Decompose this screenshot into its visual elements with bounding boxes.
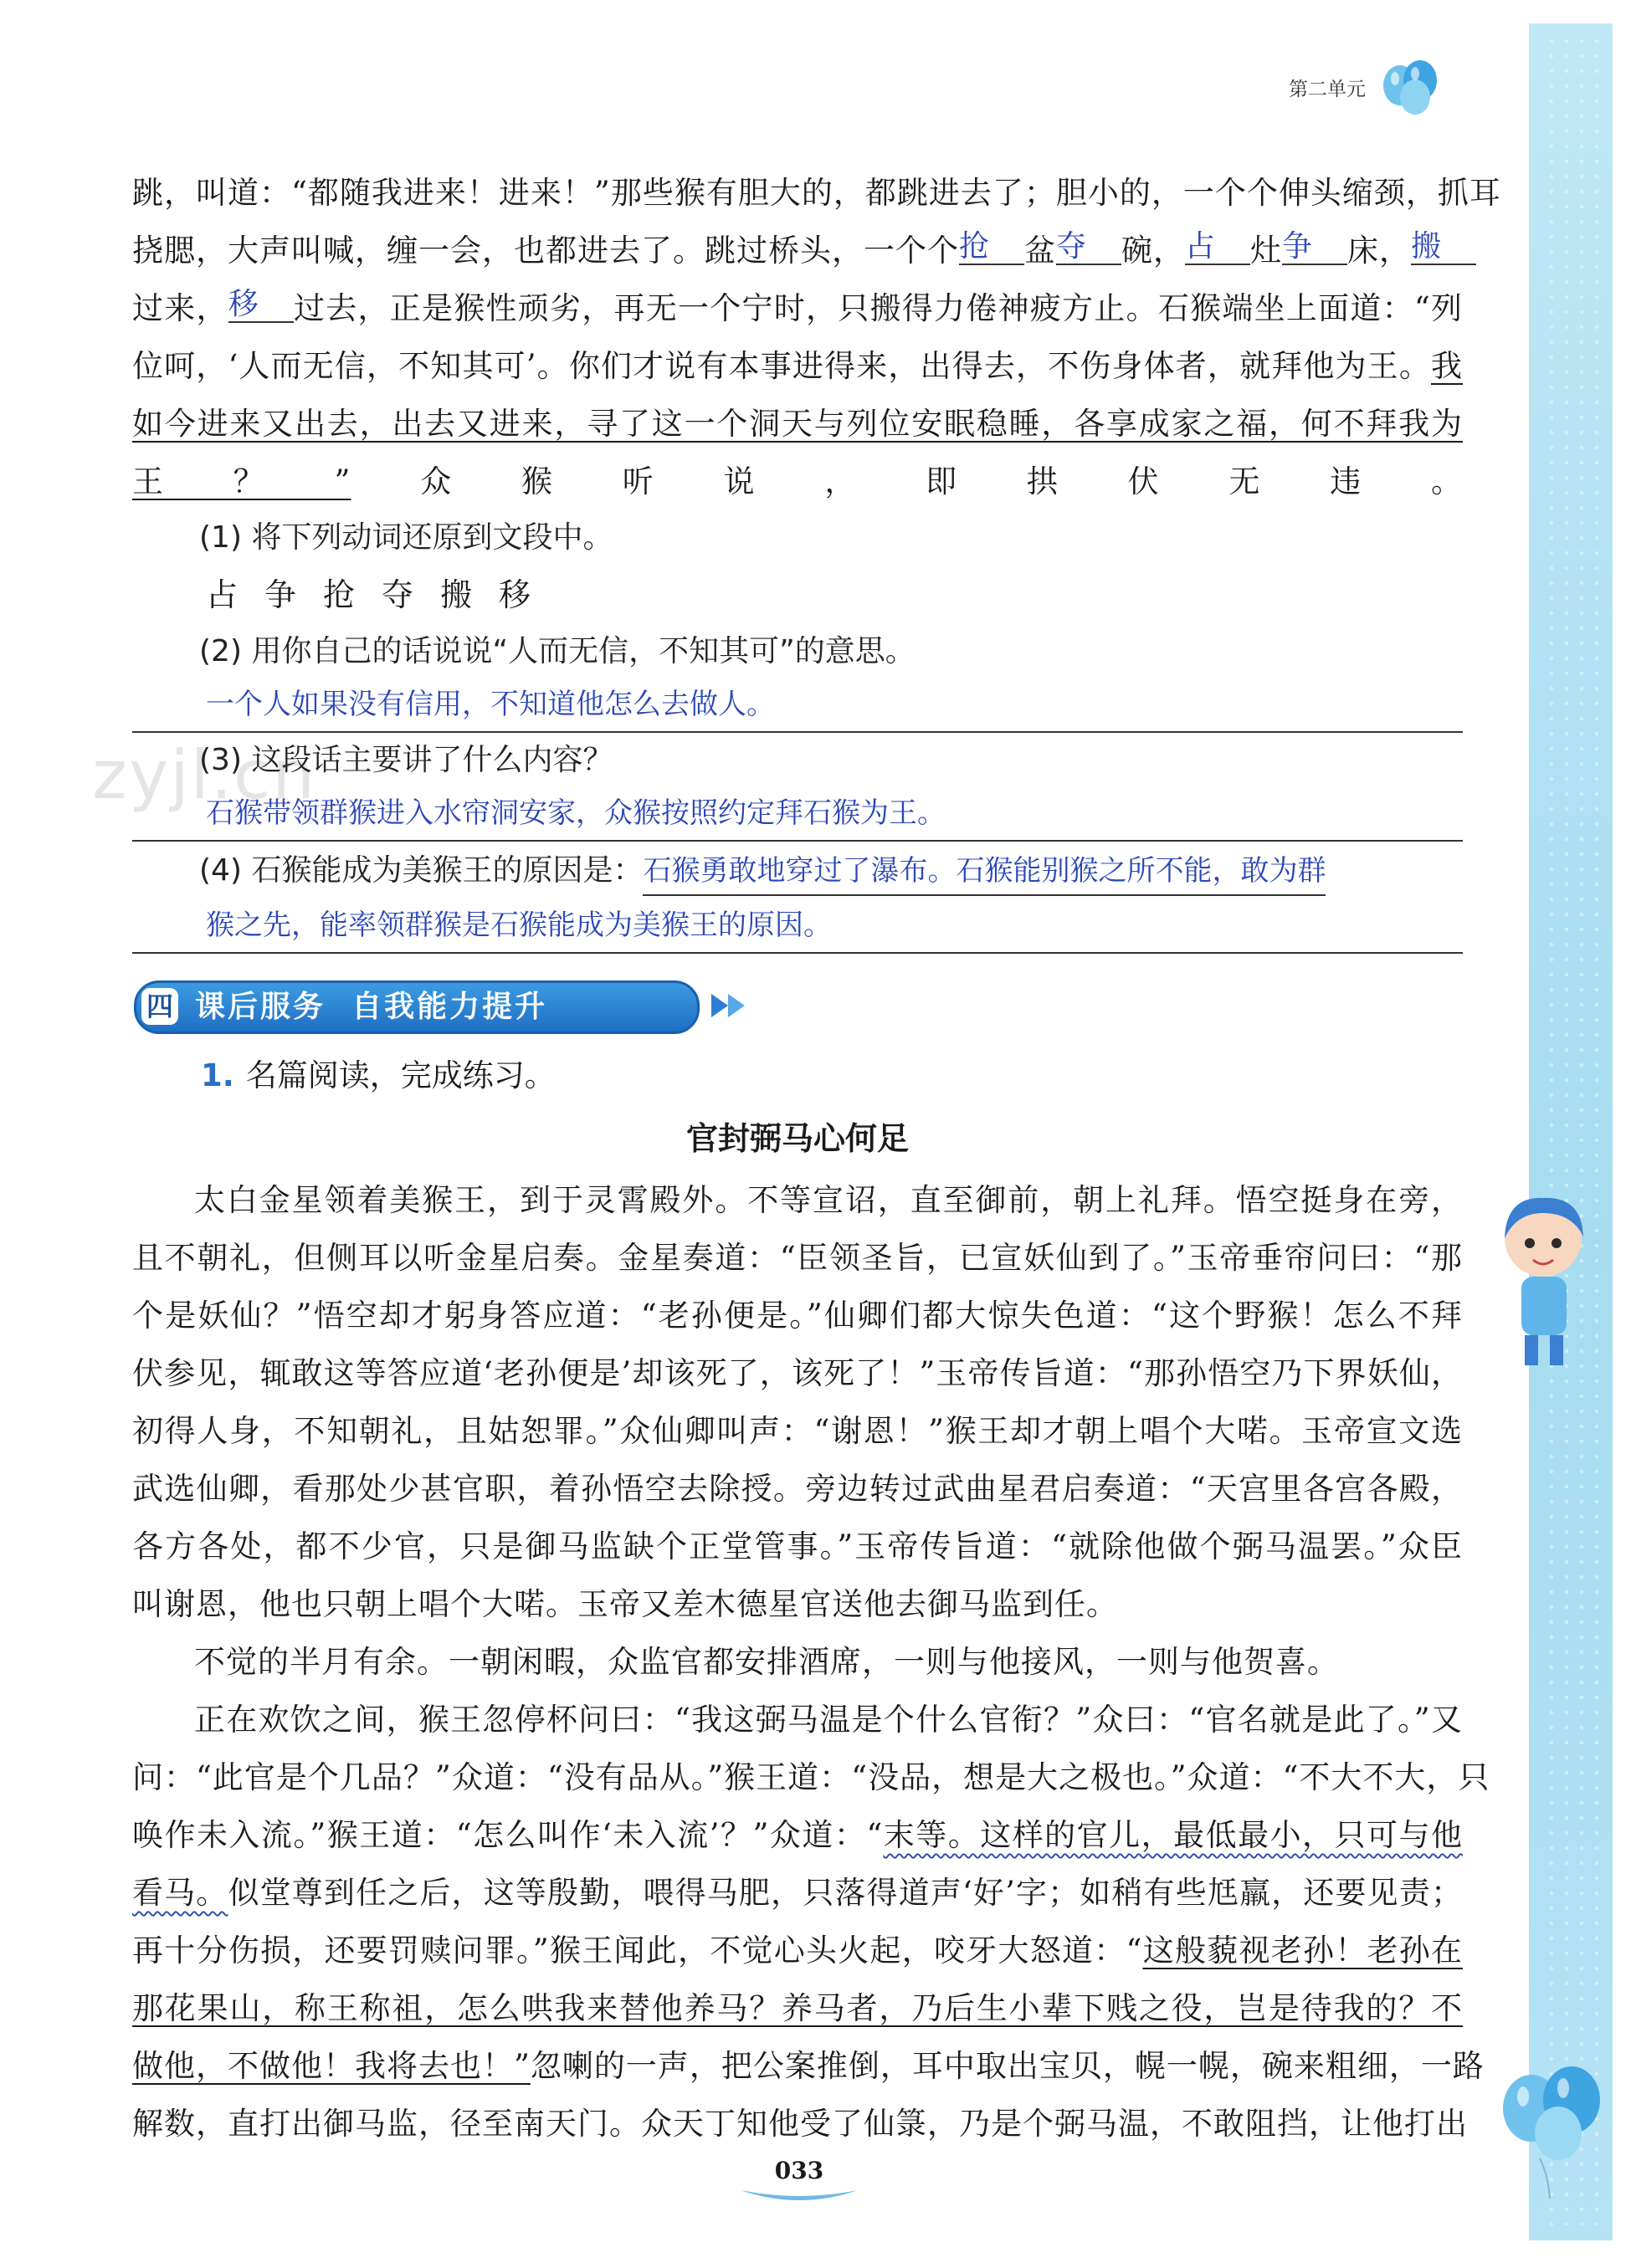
answer-4-line-2: 猴之先，能率领群猴是石猴能成为美猴王的原因。	[132, 900, 1463, 954]
text-segment: 初得人身，不知朝礼，且姑恕罪。”众仙卿叫声：“谢恩！”猴王却才朝上唱个大喏。玉帝宣文选	[132, 1413, 1463, 1449]
text-line	[132, 1460, 1463, 1518]
text-line	[132, 1864, 1463, 1922]
fill-blank: 夺	[1056, 228, 1121, 265]
watermark: zyjl.cn	[92, 736, 316, 814]
answer-3: 石猴带领群猴进入水帘洞安家，众猴按照约定拜石猴为王。	[132, 788, 1463, 842]
text-segment: 忽喇的一声，把公案推倒，耳中取出宝贝，幌一幌，碗来粗细，一路	[530, 2048, 1485, 2084]
question-3: (3) 这段话主要讲了什么内容？	[199, 743, 613, 777]
wavy-underlined-text: 看马。	[132, 1875, 228, 1911]
text-segment: 众猴听说，即拱伏无违。	[351, 463, 1463, 499]
fill-blank: 抢	[959, 228, 1024, 265]
section-banner	[134, 969, 1463, 1046]
text-line	[132, 1171, 1463, 1229]
text-segment: 解数，直打出御马监，径至南天门。众天丁知他受了仙箓，乃是个弼马温，不敢阻挡，让他打出	[132, 2106, 1468, 2142]
unit-label: 第二单元	[1289, 79, 1366, 100]
text-line	[132, 164, 1501, 222]
text-segment: 过来，	[132, 290, 228, 326]
passage-title: 官封弼马心何足	[685, 1120, 909, 1157]
text-segment: 问：“此官是个几品？”众道：“没有品从。”猴王道：“没品，想是大之极也。”众道：“不大不大，只	[132, 1759, 1490, 1795]
text-segment: 再十分伤损，还要罚赎问罪。”猴王闻此，不觉心头火起，咬牙大怒道：“	[132, 1933, 1143, 1969]
section-number: 四	[141, 988, 178, 1025]
text-segment: 灶	[1250, 233, 1282, 269]
text-line	[132, 1344, 1463, 1402]
text-segment: 各方各处，都不少官，只是御马监缺个正堂管事。”玉帝传旨道：“就除他做个弼马温罢。”众臣	[132, 1528, 1463, 1564]
text-line	[132, 1518, 1463, 1575]
balloon-icon	[1377, 55, 1445, 124]
fill-blank: 争	[1282, 228, 1347, 265]
text-line	[132, 1229, 1463, 1287]
task-text: 名篇阅读，完成练习。	[245, 1057, 556, 1093]
text-line	[132, 222, 1463, 279]
text-segment: 过去，正是猴性顽劣，再无一个宁时，只搬得力倦神疲方止。石猴端坐上面道：“列	[293, 290, 1464, 326]
passage-1	[132, 164, 1501, 510]
text-line	[132, 453, 1463, 510]
section-title: 课后服务 自我能力提升	[195, 990, 548, 1024]
answer-4-line-1: 石猴勇敢地穿过了瀑布。石猴能别猴之所不能，敢为群	[643, 847, 1326, 896]
word-bank: 占争抢夺搬移	[206, 576, 558, 613]
text-line	[132, 1922, 1463, 1979]
text-segment: 且不朝礼，但侧耳以听金星启奏。金星奏道：“臣领圣旨，已宣妖仙到了。”玉帝垂帘问曰：“那	[132, 1240, 1463, 1276]
text-line	[132, 395, 1463, 453]
text-segment: 盆	[1024, 233, 1056, 269]
text-line	[132, 1748, 1490, 1806]
sidebar-dot-pattern	[1544, 33, 1603, 2225]
underlined-text: 这般藐视老孙！老孙在	[1142, 1933, 1463, 1969]
text-line	[132, 1402, 1463, 1460]
cartoon-girl-icon	[1491, 1188, 1600, 1380]
underlined-text: 做他，不做他！我将去也！”	[132, 2048, 531, 2084]
text-segment: 伏参见，辄敢这等答应道‘老孙便是’却该死了，该死了！”玉帝传旨道：“那孙悟空乃下界妖仙，	[132, 1355, 1463, 1391]
question-4	[132, 842, 1463, 900]
text-line	[132, 1979, 1463, 2037]
question-2: (2) 用你自己的话说说“人而无信，不知其可”的意思。	[199, 634, 916, 668]
underlined-text: 那花果山，称王称祖，怎么哄我来替他养马？养马者，乃后生小辈下贱之役，岂是待我的？不	[132, 1990, 1463, 2026]
question-1: (1) 将下列动词还原到文段中。	[199, 520, 613, 555]
text-line	[132, 1691, 1463, 1748]
text-line	[132, 1575, 1463, 1633]
text-line	[132, 337, 1463, 395]
question-4-label: (4) 石猴能成为美猴王的原因是：	[199, 853, 644, 888]
passage-2	[132, 1171, 1490, 2153]
text-line	[132, 1633, 1463, 1691]
text-segment: 跳，叫道：“都随我进来！进来！”那些猴有胆大的，都跳进去了；胆小的，一个个伸头缩颈，抓耳	[132, 175, 1501, 211]
page-content	[132, 164, 1501, 2153]
fill-blank: 移	[228, 286, 294, 323]
text-segment: 正在欢饮之间，猴王忽停杯问曰：“我这弼马温是个什么官衔？”众曰：“官名就是此了。”又	[194, 1702, 1463, 1738]
text-segment: 太白金星领着美猴王，到于灵霄殿外。不等宣诏，直至御前，朝上礼拜。悟空挺身在旁，	[194, 1182, 1463, 1218]
text-segment: 似堂尊到任之后，这等殷勤，喂得马肥，只落得道声‘好’字；如稍有些尪羸，还要见责；	[228, 1875, 1463, 1911]
text-line	[132, 1287, 1463, 1344]
text-segment: 床，	[1347, 233, 1411, 269]
text-line	[132, 2037, 1485, 2095]
text-segment: 碗，	[1121, 233, 1185, 269]
text-segment: 叫谢恩，他也只朝上唱个大喏。玉帝又差木德星官送他去御马监到任。	[132, 1586, 1118, 1622]
text-segment: 挠腮，大声叫喊，缠一会，也都进去了。跳过桥头，一个个	[132, 233, 959, 269]
text-segment: 不觉的半月有余。一朝闲暇，众监官都安排酒席，一则与他接风，一则与他贺喜。	[194, 1644, 1339, 1680]
page-number-ornament	[736, 2185, 862, 2207]
page-number: 033	[774, 2157, 824, 2184]
text-segment: 位呵，‘人而无信，不知其可’。你们才说有本事进得来，出得去，不伤身体者，就拜他为王。	[132, 348, 1431, 384]
answer-2: 一个人如果没有信用，不知道他怎么去做人。	[132, 679, 1463, 733]
fill-blank: 占	[1185, 228, 1250, 265]
task-1	[132, 1046, 1463, 1106]
section-banner-pill	[134, 980, 700, 1034]
underlined-text: 如今进来又出去，出去又进来，寻了这一个洞天与列位安眠稳睡，各享成家之福，何不拜我为	[132, 406, 1463, 442]
wavy-underlined-text: 末等。这样的官儿，最低最小，只可与他	[883, 1817, 1463, 1853]
text-line	[132, 2095, 1468, 2153]
balloons-icon	[1490, 2050, 1615, 2200]
underlined-text: 王？”	[132, 463, 351, 499]
underlined-text: 我	[1431, 348, 1463, 384]
fill-blank: 搬	[1411, 228, 1476, 265]
text-line	[132, 279, 1463, 337]
text-segment: 唤作未入流。”猴王道：“怎么叫作‘未入流’？”众道：“	[132, 1817, 884, 1853]
double-arrow-icon	[708, 989, 758, 1022]
text-segment: 个是妖仙？”悟空却才躬身答应道：“老孙便是。”仙卿们都大惊失色道：“这个野猴！怎么不拜	[132, 1298, 1463, 1334]
task-number: 1.	[201, 1057, 234, 1093]
text-segment: 武选仙卿，看那处少甚官职，着孙悟空去除授。旁边转过武曲星君启奏道：“天宫里各宫各殿，	[132, 1471, 1463, 1507]
text-line	[132, 1806, 1463, 1864]
